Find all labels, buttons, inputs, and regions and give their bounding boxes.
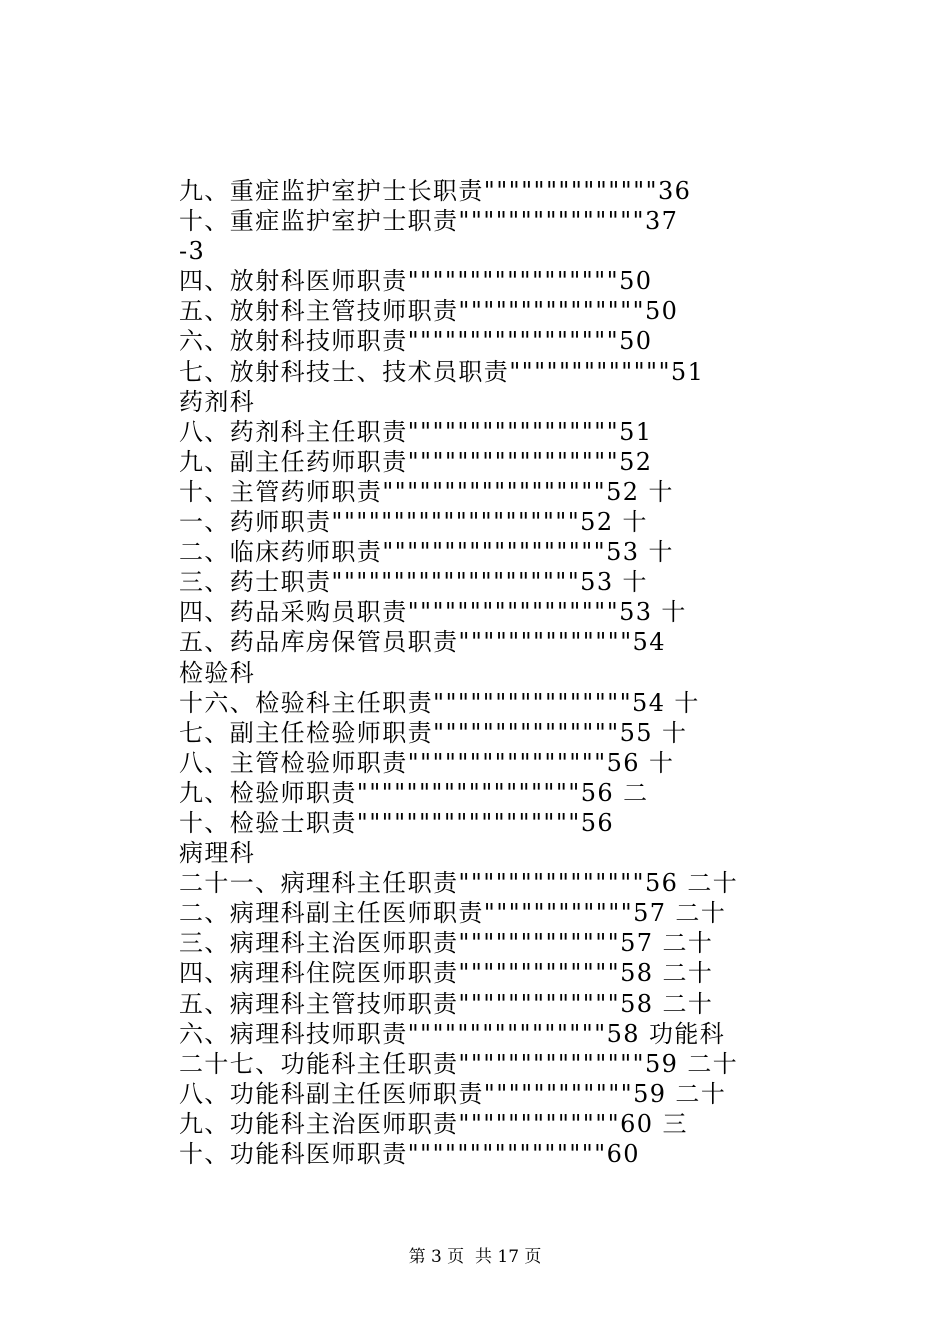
toc-line: 二十一、病理科主任职责"""""""""""""""56 二十 [179,869,739,898]
toc-line: -3 [179,237,206,266]
toc-line: 八、功能科副主任医师职责""""""""""""59 二十 [179,1079,727,1108]
toc-line: 二、临床药师职责""""""""""""""""""53 十 [179,538,674,567]
toc-line: 九、检验师职责""""""""""""""""""56 二 [179,778,649,807]
toc-line: 十、检验士职责""""""""""""""""""56 [179,808,615,837]
toc-line: 五、药品库房保管员职责""""""""""""""54 [179,628,666,657]
toc-line: 八、主管检验师职责""""""""""""""""56 十 [179,748,675,777]
toc-line: 二、病理科副主任医师职责""""""""""""57 二十 [179,899,727,928]
toc-line: 三、药士职责""""""""""""""""""""53 十 [179,568,648,597]
section-heading: 检验科 [179,658,256,687]
toc-line: 九、功能科主治医师职责"""""""""""""60 三 [179,1109,688,1138]
toc-line: 七、放射科技士、技术员职责"""""""""""""51 [179,357,705,386]
toc-line: 十、功能科医师职责""""""""""""""""60 [179,1140,640,1168]
section-heading: 药剂科 [179,387,256,416]
toc-line: 五、病理科主管技师职责"""""""""""""58 二十 [179,989,714,1018]
toc-line: 三、病理科主治医师职责"""""""""""""57 二十 [179,929,714,958]
toc-line: 十六、检验科主任职责""""""""""""""""54 十 [179,688,700,717]
toc-line: 二十七、功能科主任职责"""""""""""""""59 二十 [179,1049,739,1078]
toc-line: 九、副主任药师职责"""""""""""""""""52 [179,447,653,476]
toc-line: 六、病理科技师职责""""""""""""""""58 功能科 [179,1019,726,1048]
toc-line: 八、药剂科主任职责"""""""""""""""""51 [179,417,653,446]
toc-line: 十、重症监护室护士职责"""""""""""""""37 [179,207,679,236]
toc-line: 四、放射科医师职责"""""""""""""""""50 [179,267,653,296]
toc-line: 四、病理科住院医师职责"""""""""""""58 二十 [179,959,714,988]
page-number-footer: 第 3 页 共 17 页 [408,1247,542,1267]
toc-list [179,176,899,1169]
toc-line: 四、药品采购员职责"""""""""""""""""53 十 [179,598,687,627]
section-heading: 病理科 [179,839,256,868]
toc-line: 五、放射科主管技师职责"""""""""""""""50 [179,297,679,326]
toc-line: 一、药师职责""""""""""""""""""""52 十 [179,508,648,537]
toc-line: 九、重症监护室护士长职责""""""""""""""36 [179,177,692,205]
toc-line: 六、放射科技师职责"""""""""""""""""50 [179,327,653,356]
toc-line: 七、副主任检验师职责"""""""""""""""55 十 [179,718,688,747]
toc-line: 十、主管药师职责""""""""""""""""""52 十 [179,477,674,506]
